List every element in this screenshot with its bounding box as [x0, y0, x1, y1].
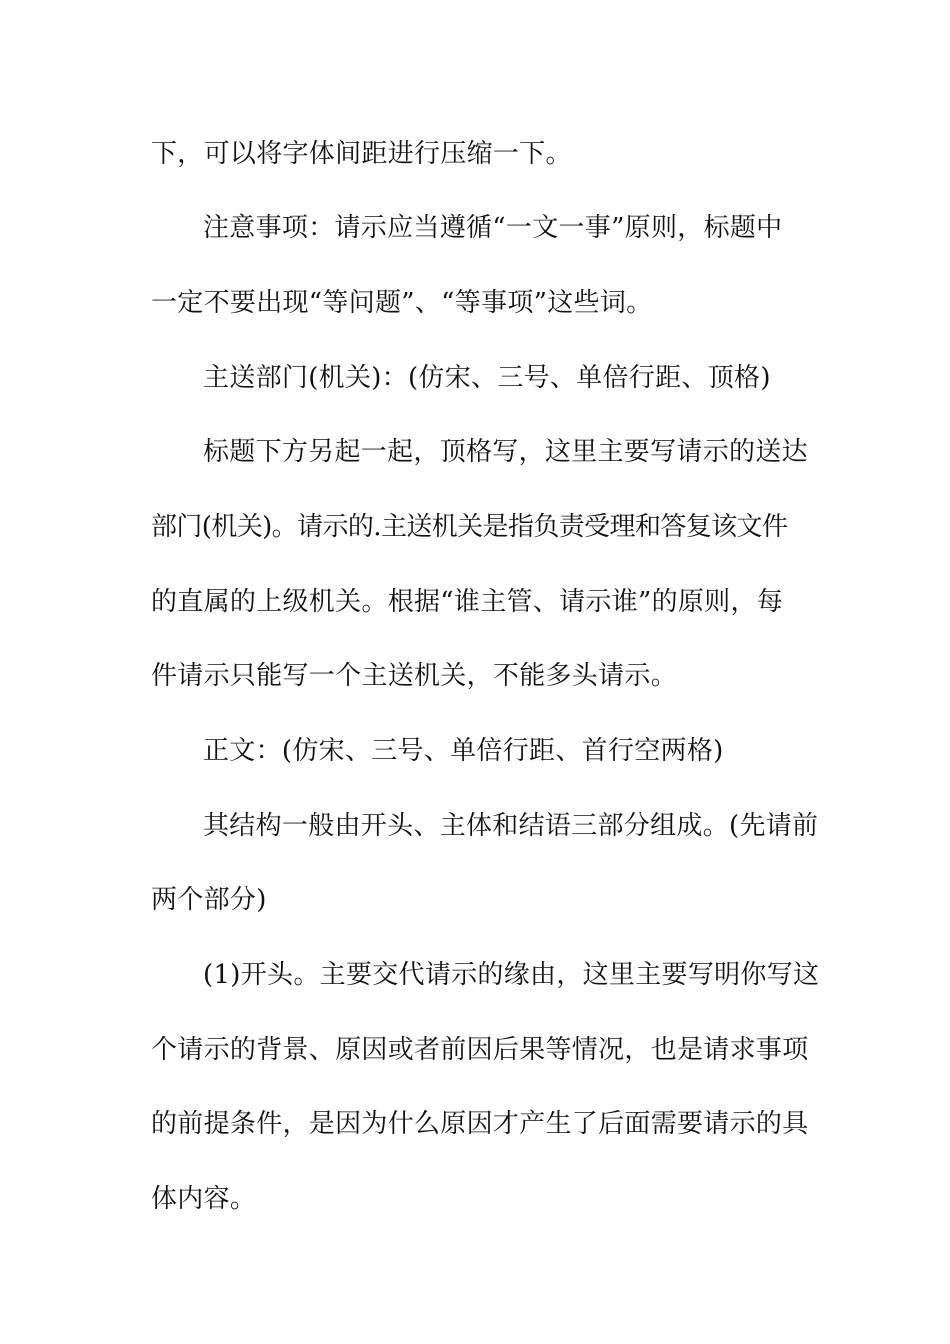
- text-line: 主送部门(机关)：(仿宋、三号、单倍行距、顶格): [203, 363, 771, 393]
- text-line: 下，可以将字体间距进行压缩一下。: [151, 139, 572, 169]
- text-line: 注意事项：请示应当遵循“一文一事”原则，标题中: [203, 213, 783, 243]
- text-line: 正文：(仿宋、三号、单倍行距、首行空两格): [203, 736, 724, 766]
- text-line: 的前提条件，是因为什么原因才产生了后面需要请示的具: [151, 1109, 809, 1139]
- text-line: 标题下方另起一起，顶格写，这里主要写请示的送达: [203, 437, 808, 467]
- text-line: 的直属的上级机关。根据“谁主管、请示谁”的原则，每: [151, 587, 784, 617]
- text-line: 体内容。: [151, 1184, 257, 1214]
- text-line: 部门(机关)。请示的.主送机关是指负责受理和答复该文件: [151, 512, 788, 542]
- text-line: 其结构一般由开头、主体和结语三部分组成。(先请前: [203, 811, 819, 841]
- text-line: 个请示的背景、原因或者前因后果等情况，也是请求事项: [151, 1035, 809, 1065]
- text-line: 两个部分): [151, 885, 267, 915]
- text-line: 件请示只能写一个主送机关，不能多头请示。: [151, 661, 678, 691]
- text-line: (1)开头。主要交代请示的缘由，这里主要写明你写这: [203, 960, 820, 990]
- text-line: 一定不要出现“等问题”、“等事项”这些词。: [151, 288, 653, 318]
